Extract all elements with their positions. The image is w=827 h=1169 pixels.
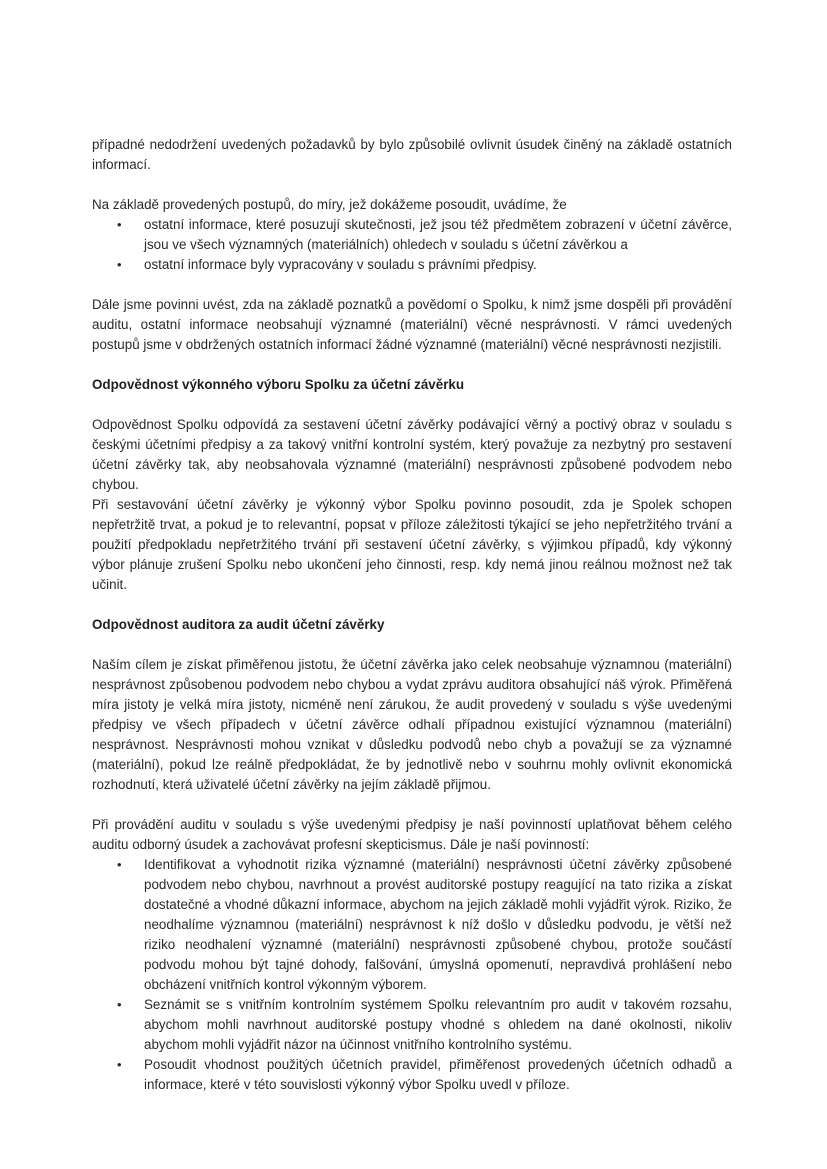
paragraph-misstatement-statement: Dále jsme povinni uvést, zda na základě poznatků a povědomí o Spolku, k nimž jsme dospěli při provádění auditu, ostatní informace neobsahují významné (materiální) věcné nesprávnosti. V rámci uvedených postupů jsme v obdržených ostatních informací žádné významné (materiální) věcné nesprávnosti nezjistili.	[92, 297, 732, 352]
section-heading-board-responsibility: Odpovědnost výkonného výboru Spolku za účetní závěrku	[92, 377, 465, 392]
paragraph-procedures-intro: Na základě provedených postupů, do míry, jež dokážeme posoudit, uvádíme, že	[92, 197, 567, 212]
paragraph-audit-duties-intro: Při provádění auditu v souladu s výše uvedenými předpisy je naší povinností uplatňovat během celého auditu odborný úsudek a zachovávat profesní skepticismus. Dále je naší povinností:	[92, 817, 732, 852]
paragraph-board-responsibility: Odpovědnost Spolku odpovídá za sestavení účetní závěrky podávající věrný a poctivý obraz v souladu s českými účetními předpisy a za takový vnitřní kontrolní systém, který považuje za nezbytný pro sestavení účetní závěrky tak, aby neobsahovala významné (materiální) nesprávnosti způsobené podvodem nebo chybou.	[92, 417, 732, 492]
paragraph-going-concern: Při sestavování účetní závěrky je výkonný výbor Spolku povinno posoudit, zda je Spolek schopen nepřetržitě trvat, a pokud je to relevantní, popsat v příloze záležitosti týkající se jeho nepřetržitého trvání a použití předpokladu nepřetržitého trvání při sestavení účetní závěrky, s výjimkou případů, kdy výkonný výbor plánuje zrušení Spolku nebo ukončení jeho činnosti, resp. kdy nemá jinou reálnou možnost než tak učinit.	[92, 497, 732, 592]
section-heading-auditor-responsibility: Odpovědnost auditora za audit účetní závěrky	[92, 617, 385, 632]
list-item: • Seznámit se s vnitřním kontrolním systémem Spolku relevantním pro audit v takovém rozsahu, abychom mohli navrhnout auditorské postupy vhodné s ohledem na dané okolnosti, nikoliv abychom mohli vyjádřit názor na účinnost vnitřního kontrolního systému.	[92, 995, 732, 1055]
paragraph-audit-objective: Naším cílem je získat přiměřenou jistotu, že účetní závěrka jako celek neobsahuje významnou (materiální) nesprávnost způsobenou podvodem nebo chybou a vydat zprávu auditora obsahující náš výrok. Přiměřená míra jistoty je velká míra jistoty, nicméně není zárukou, že audit provedený v souladu s výše uvedenými předpisy ve všech případech v účetní závěrce odhalí případnou existující významnou (materiální) nesprávnost. Nesprávnosti mohou vznikat v důsledku podvodů nebo chyb a považují se za významné (materiální), pokud lze reálně předpokládat, že by jednotlivě nebo v souhrnu mohly ovlivnit ekonomická rozhodnutí, která uživatelé účetní závěrky na jejím základě přijmou.	[92, 657, 732, 792]
bullet-list-audit-duties	[92, 855, 732, 1095]
list-item: • Identifikovat a vyhodnotit rizika významné (materiální) nesprávnosti účetní závěrky způsobené podvodem nebo chybou, navrhnout a provést auditorské postupy reagující na tato rizika a získat dostatečné a vhodné důkazní informace, abychom na jejich základě mohli vyjádřit výrok. Riziko, že neodhalíme významnou (materiální) nesprávnost k níž došlo v důsledku podvodu, je větší než riziko neodhalení významné (materiální) nesprávnosti způsobené chybou, protože součástí podvodu mohou být tajné dohody, falšování, úmyslná opomenutí, nepravdivá prohlášení nebo obcházení vnitřních kontrol výkonným výborem.	[92, 855, 732, 995]
list-item: • ostatní informace byly vypracovány v souladu s právními předpisy.	[92, 255, 732, 275]
list-item: • ostatní informace, které posuzují skutečnosti, jež jsou též předmětem zobrazení v účetní závěrce, jsou ve všech významných (materiálních) ohledech v souladu s účetní závěrkou a	[92, 215, 732, 255]
list-item: • Posoudit vhodnost použitých účetních pravidel, přiměřenost provedených účetních odhadů a informace, které v této souvislosti výkonný výbor Spolku uvedl v příloze.	[92, 1055, 732, 1095]
paragraph-other-info-end: případné nedodržení uvedených požadavků by bylo způsobilé ovlivnit úsudek činěný na základě ostatních informací.	[92, 137, 732, 172]
bullet-list-other-info	[92, 215, 732, 275]
